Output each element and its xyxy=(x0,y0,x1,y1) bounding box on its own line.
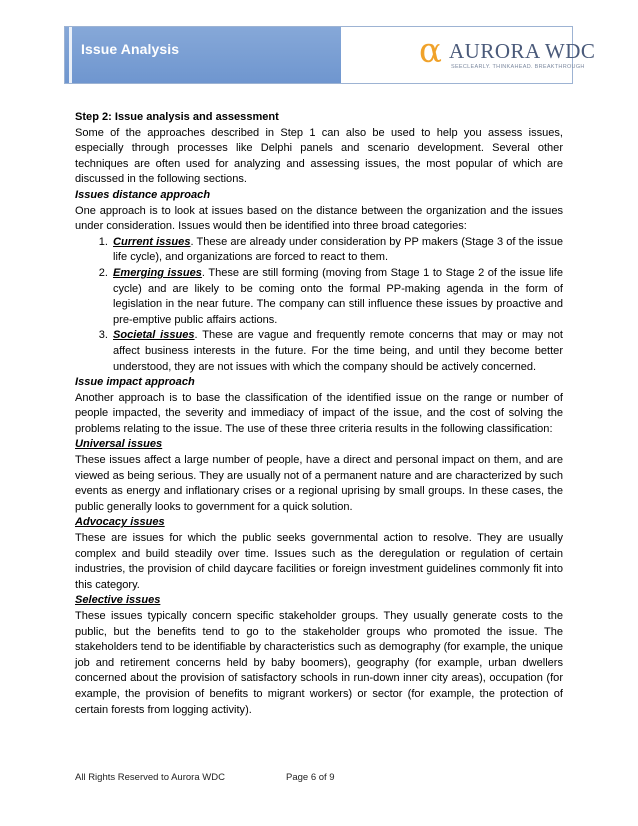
logo-tagline: SEECLEARLY. THINKAHEAD. BREAKTHROUGH xyxy=(451,64,585,70)
step-heading: Step 2: Issue analysis and assessment xyxy=(75,111,279,123)
advocacy-heading: Advocacy issues xyxy=(75,516,165,529)
list-item xyxy=(111,266,563,328)
logo xyxy=(341,27,596,83)
distance-list xyxy=(75,235,563,375)
list-item-term: Current issues xyxy=(113,235,191,248)
selective-heading: Selective issues xyxy=(75,594,161,607)
header-title: Issue Analysis xyxy=(81,41,180,57)
step-paragraph: Some of the approaches described in Step 1 can also be used to help you assess issues, especially through processes like Delphi panels and scenario development. Several other techniques are often used for analyzing and assessing issues, the most popular of which are discussed in the following sections. xyxy=(75,126,563,186)
header-banner xyxy=(65,27,341,83)
selective-paragraph: These issues typically concern specific stakeholder groups. They usually generate costs to the public, but the benefits tend to go to the stakeholder groups who promoted the issue. The stakeholders tend to be identifiable by characteristics such as demography (for example, the unique job and retirement concerns held by baby boomers), geography (for example, urban dwellers concerned about the provision of satisfactory schools in run-down inner city areas), occupation (for example, the provision of benefits to migrant workers) or sector (for example, the protection of certain forests from logging activity). xyxy=(75,610,563,716)
list-item xyxy=(111,328,563,375)
advocacy-paragraph: These are issues for which the public seeks governmental action to resolve. They are usually complex and build steadily over time. Issues such as the deregulation or regulation of certain industries, the provision of child daycare facilities or foreign investment guidelines commonly fit into this category. xyxy=(75,532,563,591)
list-item-text: . These are still forming (moving from Stage 1 to Stage 2 of the issue life cycle) and are likely to be coming onto the formal PP-making agenda in the form of legislation in the near future. The company can still influence these issues by proactive and pre-emptive public affairs actions. xyxy=(113,266,563,326)
footer-page-number: Page 6 of 9 xyxy=(286,772,335,783)
universal-paragraph: These issues affect a large number of people, have a direct and personal impact on them, and are viewed as being serious. They are usually not of a permanent nature and are characterized by such events as energy and inflationary crises or a regional uprising by small groups. In these cases, the public generally looks to government for a quick solution. xyxy=(75,454,563,513)
list-item-text: . These are already under consideration by PP makers (Stage 3 of the issue life cycle), and organizations are forced to react to them. xyxy=(113,235,563,264)
impact-paragraph: Another approach is to base the classification of the identified issue on the range or number of people impacted, the severity and immediacy of impact of the issue, and the cost of solving the problems relating to the issue. The use of these three criteria results in the following classification: xyxy=(75,391,563,435)
document-body xyxy=(75,110,563,718)
list-item-term: Emerging issues xyxy=(113,266,202,279)
distance-heading: Issues distance approach xyxy=(75,188,211,201)
impact-heading: Issue impact approach xyxy=(75,376,195,389)
distance-intro: One approach is to look at issues based on the distance between the organization and the issues under consideration. Issues would then be identified into three broad categories: xyxy=(75,204,563,233)
list-item-text: . These are vague and frequently remote concerns that may or may not affect business interests in the future. For the time being, and until they become better understood, they are not issues with which the company should be actively concerned. xyxy=(113,329,564,373)
page-header xyxy=(64,26,596,84)
header-accent-bar xyxy=(69,27,72,83)
footer-rights: All Rights Reserved to Aurora WDC xyxy=(75,772,225,783)
alpha-logo-icon: α xyxy=(419,31,442,71)
universal-heading: Universal issues xyxy=(75,438,163,451)
logo-name: AURORA WDC xyxy=(449,39,596,63)
list-item xyxy=(111,235,563,266)
list-item-term: Societal issues xyxy=(113,329,195,342)
